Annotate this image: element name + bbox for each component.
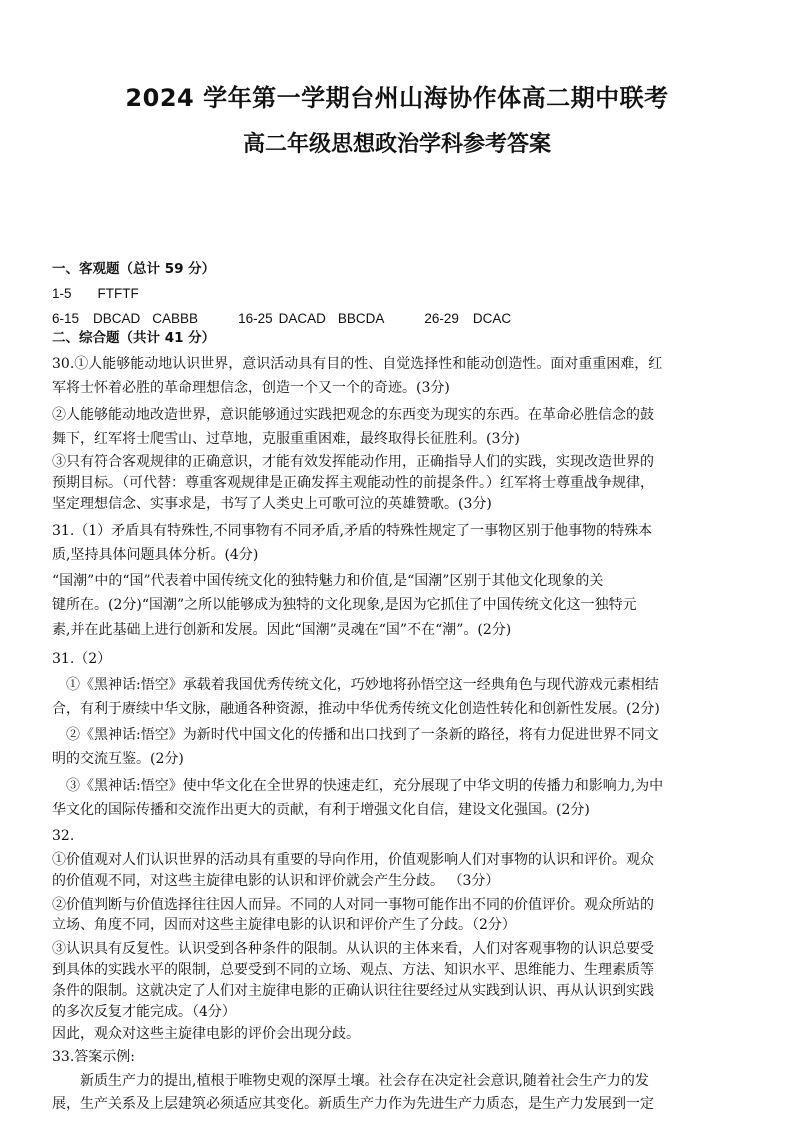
text-line: 质,坚持具体问题具体分析。(4分) (52, 547, 259, 563)
text-line: 展，生产关系及上层建筑必须适应其变化。新质生产力作为先进生产力质态，是生产力发展到一定 (52, 1096, 654, 1112)
text-line: 立场、角度不同，因而对这些主旋律电影的认识和评价产生了分歧。（2分） (52, 917, 516, 933)
answer-values: DACAD (278, 311, 326, 326)
text-line: 31.（2） (52, 651, 112, 667)
text-line: 合，有利于赓续中华文脉，融通各种资源，推动中华优秀传统文化创造性转化和创新性发展。(2分) (52, 701, 660, 717)
text-line: 键所在。(2分)“国潮”之所以能够成为独特的文化现象,是因为它抓住了中国传统文化这一独特元 (52, 597, 637, 613)
answer-range: 1-5 (52, 286, 72, 301)
text-line: 因此，观众对这些主旋律电影的评价会出现分歧。 (52, 1026, 360, 1042)
text-line: 预期目标。（可代替：尊重客观规律是正确发挥主观能动性的前提条件。）红军将士尊重战争规律， (52, 475, 654, 491)
text-line: 舞下，红军将士爬雪山、过草地，克服重重困难，最终取得长征胜利。(3分) (52, 431, 520, 447)
document-title: 2024 学年第一学期台州山海协作体高二期中联考 (125, 84, 669, 112)
answer-values: DCAC (472, 311, 512, 326)
text-line: ③只有符合客观规律的正确意识，才能有效发挥能动作用，正确指导人们的实践，实现改造世界的 (52, 454, 654, 470)
answer-values: DBCAD (93, 311, 141, 326)
answer-range: 16-25 (238, 311, 273, 326)
text-line: 32. (52, 828, 75, 844)
document-subtitle: 高二年级思想政治学科参考答案 (242, 132, 551, 157)
text-line: 素,并在此基础上进行创新和发展。因此“国潮”灵魂在“国”不在“潮”。(2分) (52, 622, 512, 638)
text-line: 条件的限制。这就决定了人们对主旋律电影的正确认识往往要经过从实践到认识、再从认识到实践 (52, 983, 654, 999)
answer-range: 6-15 (52, 311, 80, 326)
text-line: ③《黑神话:悟空》使中华文化在全世界的快速走红，充分展现了中华文明的传播力和影响力,为中 (66, 778, 664, 794)
text-line: 军将士怀着必胜的革命理想信念，创造一个又一个的奇迹。(3分) (52, 380, 450, 396)
answer-values: BBCDA (337, 311, 385, 326)
text-line: ②人能够能动地改造世界，意识能够通过实践把观念的东西变为现实的东西。在革命必胜信念的鼓 (52, 407, 654, 423)
text-line: ③认识具有反复性。认识受到各种条件的限制。从认识的主体来看，人们对客观事物的认识总要受 (52, 941, 654, 957)
text-line: 明的交流互鉴。(2分) (52, 751, 184, 767)
text-line: ①价值观对人们认识世界的活动具有重要的导向作用，价值观影响人们对事物的认识和评价。观众 (52, 852, 654, 868)
text-line: 新质生产力的提出,植根于唯物史观的深厚土壤。社会存在决定社会意识,随着社会生产力的发 (80, 1073, 649, 1089)
text-line: 坚定理想信念、实事求是，书写了人类史上可歌可泣的英雄赞歌。(3分) (52, 496, 492, 512)
answer-values: FTFTF (97, 286, 139, 301)
text-line: ①《黑神话:悟空》承载着我国优秀传统文化，巧妙地将孙悟空这一经典角色与现代游戏元素相结 (66, 677, 659, 693)
text-line: ②价值判断与价值选择往往因人而异。不同的人对同一事物可能作出不同的价值评价。观众所站的 (52, 897, 654, 913)
answer-values: CABBB (152, 311, 199, 326)
answer-row-2 (52, 311, 511, 327)
text-line: 的价值观不同，对这些主旋律电影的认识和评价就会产生分歧。 （3分） (52, 873, 500, 889)
section-comprehensive-heading: 二、综合题（共计 41 分） (52, 330, 216, 346)
text-line: “国潮”中的“国”代表着中国传统文化的独特魅力和价值,是“国潮”区别于其他文化现象的关 (52, 573, 604, 589)
text-line: 的多次反复才能完成。（4分） (52, 1004, 236, 1020)
text-line: ②《黑神话:悟空》为新时代中国文化的传播和出口找到了一条新的路径，将有力促进世界不同文 (66, 727, 659, 743)
text-line: 30.①人能够能动地认识世界，意识活动具有目的性、自觉选择性和能动创造性。面对重重困难，红 (52, 356, 663, 372)
text-line: 31.（1）矛盾具有特殊性,不同事物有不同矛盾,矛盾的特殊性规定了一事物区别于他事物的特殊本 (52, 523, 653, 539)
text-line: 华文化的国际传播和交流作出更大的贡献，有利于增强文化自信，建设文化强国。(2分) (52, 802, 590, 818)
answer-row-1 (52, 286, 139, 302)
section-objective-heading: 一、客观题（总计 59 分） (52, 261, 216, 277)
answer-range: 26-29 (424, 311, 459, 326)
text-line: 33.答案示例: (52, 1049, 135, 1065)
text-line: 到具体的实践水平的限制，总要受到不同的立场、观点、方法、知识水平、思维能力、生理素质等 (52, 962, 654, 978)
